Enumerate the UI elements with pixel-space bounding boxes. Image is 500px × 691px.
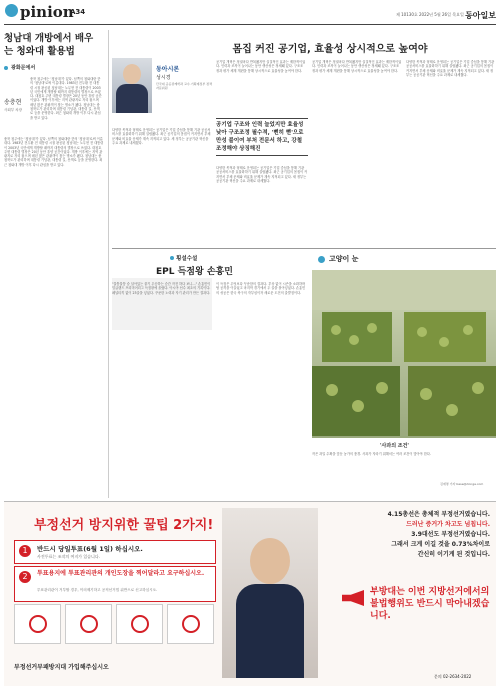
photo-caption: 작은 과일 수확을 앞둔 농가의 풍경. 사과가 자라기 위해서는 여러 조건이 맞아야 한다. [312,452,431,456]
ad-person-photo [222,508,318,678]
tip2-subtext: 투표관리관이 거부할 경우, 이의제기하고 공직선거법 위반으로 신고하십시오. [37,588,158,592]
interview-headline: EPL 득점왕 손흥민 [156,267,233,277]
interview-kicker [170,254,197,262]
column-name: 동아시론 [156,66,180,73]
photo-kicker-text: 고양이 눈 [329,255,359,263]
ad-footer-org: 부정선거부패방지대 가입해주십시오 [14,664,109,671]
author-name: 송충현 [4,99,22,106]
left-body-top: 충북 청주에는 '청남대'가 있다. 남쪽의 청와대란 뜻의 '청남대'로써 이름대다. 1983년 전두환 전 대통령 시절 완공된 청남대는 노무현 전 대통령이 2003년 국민에게 개방할 때까지 대통령의 별장으로 쓰였다. 대청호 주변 대통령 별장은 20년 동안 휴양 공간이었다. 개방 이후에는 지역 관광지로 자리 잡으며 매년 많은 관광객이 찾는 명소가 됐다. 청남대는 충청북도가 관리하며 대통령 기념관, 대통령 길, 산책로 등을 운영한다. 최근 청와대 개방 이후 다시 관심을 받고 있다. [30,77,102,120]
ballot-sample [116,604,163,644]
author-block [112,58,212,123]
ballot-sample [65,604,112,644]
megaphone-icon [342,590,364,606]
center-body-col5: 다양한 목적과 형태로 운영되는 공기업은 기업 중심을 통해 기관 공공서비스를 효율화하기 위해 설립됐다. 최근 공기업의 몸집이 커지면서 부채 문제와 비효율 문제가 계속 지적되고 있다. 새 정부는 공공기관 혁신을 주요 과제로 내세웠다. [406,60,495,77]
apple-crates-photo [312,270,496,438]
columnist-name: 성시경 [156,75,171,81]
photo-credit: 김재명 기자 base@donga.com [440,482,484,486]
ad-line4: 그래서 크게 이길 것을 0.73%차이로 [391,541,490,548]
camera-icon [318,256,325,263]
ad-slogan [370,586,490,622]
center-body-col3: 다양한 목적과 형태로 운영되는 공기업은 기업 중심을 통해 기관 공공서비스를 효율화하기 위해 설립됐다. 최근 공기업의 몸집이 커지면서 부채 문제와 비효율 문제가 계속 지적되고 있다. 새 정부는 공공기관 혁신을 주요 과제로 내세웠다. [216,166,308,183]
columnist-role: 단국대 공공관계학과 교수·기획재정부 정책자문위원 [156,82,212,90]
left-kicker: 광화문에서 [11,65,36,71]
bullet-icon [170,256,174,260]
tip2-text: 투표용지에 투표관리관의 개인도장을 찍어달라고 요구하십시오. [37,570,205,577]
tip1-subtext: 사전투표는 조작의 여지가 있습니다. [37,554,101,559]
author-photo [112,58,152,113]
ad-right-text [326,510,490,560]
left-headline: 청남대 개방에서 배우는 청와대 활용법 [4,33,94,57]
interview-kicker-text: 횡설수설 [176,256,198,262]
section-divider [112,248,496,249]
ad-line5: 간신히 이기게 된 것입니다. [417,551,490,558]
center-body-col2: 공기업 개혁은 정권마다 반복됐지만 실질적인 효과는 제한적이었다. 인력과 조직이 늘어나는 동안 생산성은 정체돼 있다. 구조조정과 평가 체계 개편을 통해 상시적으로 효율성을 높여야 한다. [216,60,306,73]
left-kicker-row [4,64,104,71]
logo-mark [5,4,18,17]
ad-slogan-text: 부방대는 이번 지방선거에서의 불법행위도 반드시 막아내겠습니다. [370,587,490,621]
section-logo: pinion [20,3,74,21]
opinion2-body: 이 득점은 무엇보다 꾸준함의 결과다. 부상 없이 시즌을 소화하며 팀 공격을 이끌었고 마지막 경기에서 두 골을 몰아넣었다. 손흥민의 성공은 한국 축구의 자부심이자 새로운 도전의 출발점이다. [216,282,306,295]
ad-title [34,514,213,533]
column-divider [108,30,109,498]
issue-info: 제 10130호 2022년 5월 26일 목요일 [396,12,464,17]
newspaper-brand: 동아일보 [465,10,496,20]
tip2-number: 2 [19,571,31,583]
masthead [4,4,496,25]
center-headline: 몸집 커진 공기업, 효율성 상시적으로 높여야 [232,44,428,55]
ad-tip1 [14,540,216,564]
ad-line2: 드러난 증거가 차고도 넘칩니다. [406,521,490,528]
ad-tip2 [14,566,216,602]
ad-line1: 4.15총선은 총체적 부정선거였습니다. [387,511,490,518]
center-body-col1: 다양한 목적과 형태로 운영되는 공기업은 기업 중심을 통해 기관 공공서비스를 효율화하기 위해 설립됐다. 최근 공기업의 몸집이 커지면서 부채 문제와 비효율 문제가 계속 지적되고 있다. 새 정부는 공공기관 혁신을 주요 과제로 내세웠다. [112,128,211,145]
ad-phone: 문의 02-2634-2022 [434,674,472,679]
bullet-icon [4,66,8,70]
left-column [4,32,104,497]
ad-title-text: 부정선거 방지위한 꿀팁 2가지! [34,518,214,533]
photo-kicker [318,254,359,264]
interview-body: "울퉁불퉁 숨 살아있는 풀기 우승하는 순간 작전 하다 보니…" 손흥민이 잉글랜드 프리미어리그 득점왕에 올랐다. 아시아 선수 최초의 기록이다. 페널티킥 없이 23골을 넣었다. 꾸준한 노력과 자기 관리가 만든 결과다. [112,282,211,295]
left-body: 충북 청주에는 '청남대'가 있다. 남쪽의 청와대란 뜻의 '청남대'로써 이름대다. 1983년 전두환 전 대통령 시절 완공된 청남대는 노무현 전 대통령이 2003년 국민에게 개방할 때까지 대통령의 별장으로 쓰였다. 대청호 주변 대통령 별장은 20년 동안 휴양 공간이었다. 개방 이후에는 지역 관광지로 자리 잡으며 매년 많은 관광객이 찾는 명소가 됐다. 청남대는 충청북도가 관리하며 대통령 기념관, 대통령 길, 산책로 등을 운영한다. 최근 청와대 개방 이후 다시 관심을 받고 있다. [4,137,104,167]
author-dept: 사회부 차장 [4,108,23,112]
ballot-sample [167,604,214,644]
advertisement [4,501,496,686]
ad-line3: 3.9대선도 부정선거였습니다. [411,531,490,538]
tip1-text: 반드시 당일투표(6월 1일) 하십시오. [37,545,143,553]
tip1-number: 1 [19,545,31,557]
photo-caption-title: '사과의 조건' [380,443,409,449]
page-number: A34 [70,8,86,16]
ad-stamp-samples [14,604,214,644]
center-subhead: 공기업 구조와 인력 늘었지만 효율성 낮아 구조조정 필수적, '뻔히 뻗'으로 만성 불이여 부처 전문서 하고, 강철 조정해야 상징해진 [216,118,308,156]
ballot-sample [14,604,61,644]
center-body-col4: 공기업 개혁은 정권마다 반복됐지만 실질적인 효과는 제한적이었다. 인력과 조직이 늘어나는 동안 생산성은 정체돼 있다. 구조조정과 평가 체계 개편을 통해 상시적으로 효율성을 높여야 한다. [312,60,402,73]
news-photo [312,270,496,438]
